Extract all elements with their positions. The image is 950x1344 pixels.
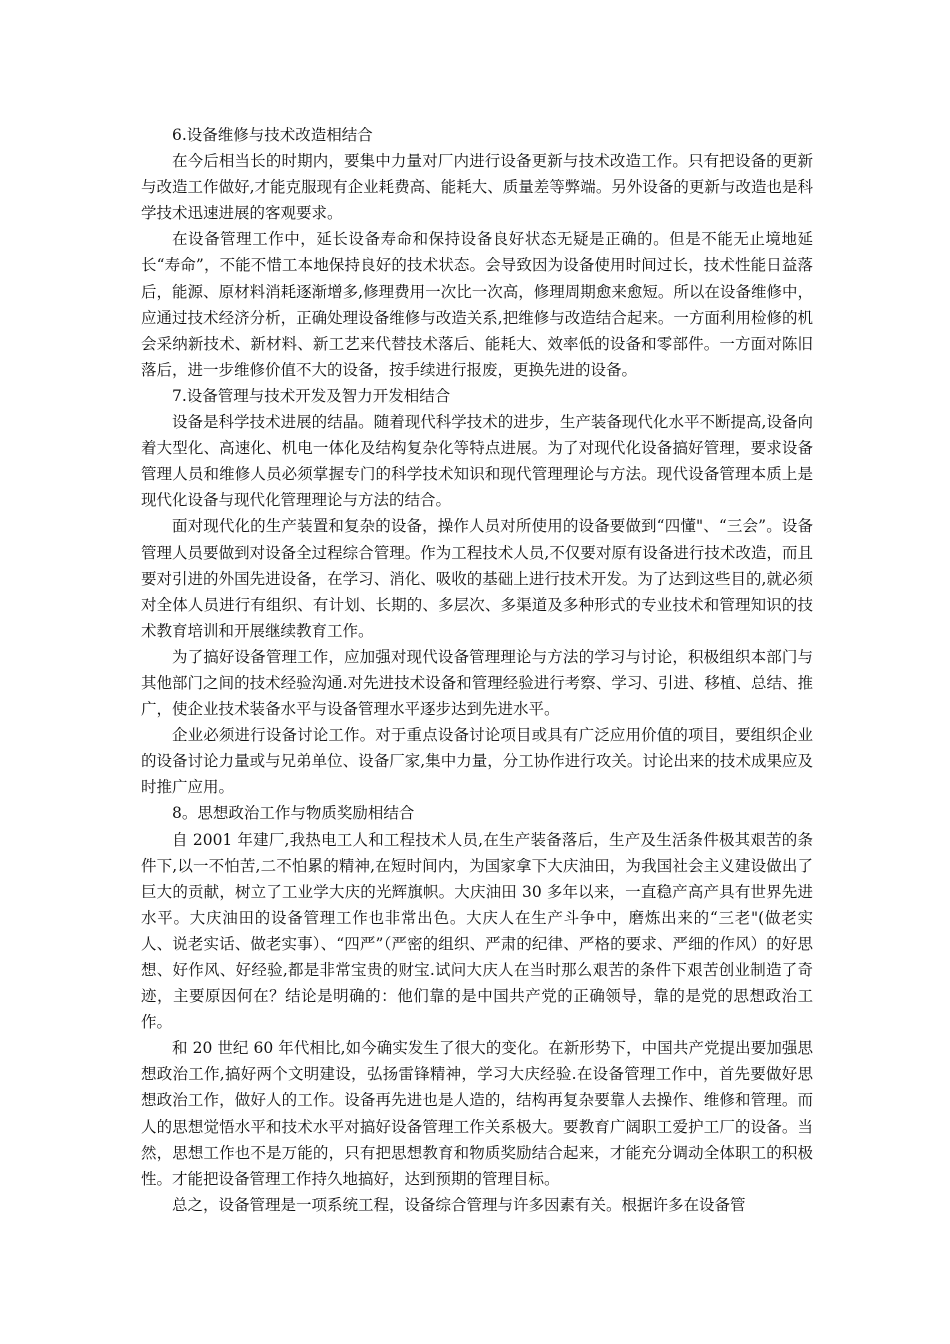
section-heading-8: 8。思想政治工作与物质奖励相结合: [172, 804, 415, 823]
body-paragraph: 在今后相当长的时期内，要集中力量对厂内进行设备更新与技术改造工作。只有把设备的更新与改造工作做好,才能克服现有企业耗费高、能耗大、质量差等弊端。另外设备的更新与改造也是科学技术迅速进展的客观要求。: [141, 152, 813, 223]
body-paragraph: 总之，设备管理是一项系统工程，设备综合管理与许多因素有关。根据许多在设备管: [172, 1195, 746, 1214]
body-paragraph: 面对现代化的生产装置和复杂的设备，操作人员对所使用的设备要做到“四懂"、“三会”。设备管理人员要做到对设备全过程综合管理。作为工程技术人员,不仅要对原有设备进行技术改造，而且要对引进的外国先进设备，在学习、消化、吸收的基础上进行技术开发。为了达到这些目的,就必须对全体人员进行有组织、有计划、长期的、多层次、多渠道及多种形式的专业技术和管理知识的技术教育培训和开展继续教育工作。: [141, 517, 813, 640]
body-paragraph: 和 20 世纪 60 年代相比,如今确实发生了很大的变化。在新形势下，中国共产党提出要加强思想政治工作,搞好两个文明建设，弘扬雷锋精神，学习大庆经验.在设备管理工作中，首先要做好思想政治工作，做好人的工作。设备再先进也是人造的，结构再复杂要靠人去操作、维修和管理。而人的思想觉悟水平和技术水平对搞好设备管理工作关系极大。要教育广阔职工爱护工厂的设备。当然，思想工作也不是万能的，只有把思想教育和物质奖励结合起来，才能充分调动全体职工的积极性。才能把设备管理工作持久地搞好，达到预期的管理目标。: [141, 1039, 813, 1188]
section-heading-6: 6.设备维修与技术改造相结合: [172, 126, 373, 144]
section-heading-7: 7.设备管理与技术开发及智力开发相结合: [172, 386, 451, 405]
body-paragraph: 设备是科学技术进展的结晶。随着现代科学技术的进步，生产装备现代化水平不断提高,设备向着大型化、高速化、机电一体化及结构复杂化等特点进展。为了对现代化设备搞好管理，要求设备管理人员和维修人员必须掌握专门的科学技术知识和现代管理理论与方法。现代设备管理本质上是现代化设备与现代化管理理论与方法的结合。: [141, 413, 813, 510]
document-page: [141, 122, 813, 1218]
body-paragraph: 在设备管理工作中，延长设备寿命和保持设备良好状态无疑是正确的。但是不能无止境地延长“寿命”，不能不惜工本地保持良好的技术状态。会导致因为设备使用时间过长，技术性能日益落后，能源、原材料消耗逐渐增多,修理费用一次比一次高，修理周期愈来愈短。所以在设备维修中，应通过技术经济分析，正确处理设备维修与改造关系,把维修与改造结合起来。一方面利用检修的机会采纳新技术、新材料、新工艺来代替技术落后、能耗大、效率低的设备和零部件。一方面对陈旧落后，进一步维修价值不大的设备，按手续进行报废，更换先进的设备。: [141, 230, 813, 379]
body-paragraph: 企业必须进行设备讨论工作。对于重点设备讨论项目或具有广泛应用价值的项目，要组织企业的设备讨论力量或与兄弟单位、设备厂家,集中力量，分工协作进行攻关。讨论出来的技术成果应及时推广应用。: [141, 726, 813, 797]
body-paragraph: 自 2001 年建厂,我热电工人和工程技术人员,在生产装备落后，生产及生活条件极其艰苦的条件下,以一不怕苦,二不怕累的精神,在短时间内，为国家拿下大庆油田，为我国社会主义建设做出了巨大的贡献，树立了工业学大庆的光辉旗帜。大庆油田 30 多年以来，一直稳产高产具有世界先进水平。大庆油田的设备管理工作也非常出色。大庆人在生产斗争中，磨炼出来的“三老"(做老实人、说老实话、做老实事）、“四严”（严密的组织、严肃的纪律、严格的要求、严细的作风）的好思想、好作风、好经验,都是非常宝贵的财宝.试问大庆人在当时那么艰苦的条件下艰苦创业制造了奇迹，主要原因何在？结论是明确的：他们靠的是中国共产党的正确领导，靠的是党的思想政治工作。: [141, 830, 813, 1032]
body-paragraph: 为了搞好设备管理工作，应加强对现代设备管理理论与方法的学习与讨论，积极组织本部门与其他部门之间的技术经验沟通.对先进技术设备和管理经验进行考察、学习、引进、移植、总结、推广，使企业技术装备水平与设备管理水平逐步达到先进水平。: [141, 647, 813, 719]
